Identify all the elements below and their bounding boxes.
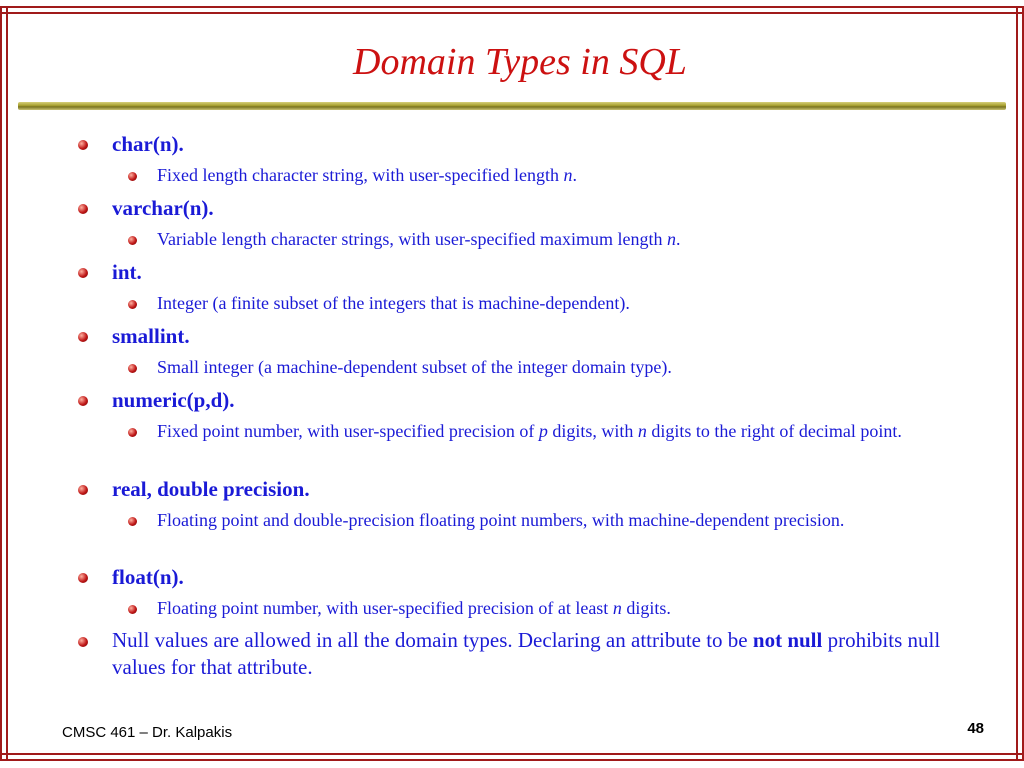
sub-item-char-desc: Fixed length character string, with user-specified length n. xyxy=(157,165,578,185)
sub-bullet-icon xyxy=(128,428,137,437)
page-number: 48 xyxy=(967,720,984,737)
title-underline xyxy=(18,102,1006,110)
sub-item-smallint-desc: Small integer (a machine-dependent subset of the integer domain type). xyxy=(157,357,672,377)
bullet-icon xyxy=(78,485,88,495)
sub-bullet-icon xyxy=(128,517,137,526)
bullet-icon xyxy=(78,268,88,278)
slide-border-bottom xyxy=(0,753,1024,761)
footer-course-author: CMSC 461 – Dr. Kalpakis xyxy=(62,724,233,741)
bullet-item-char: char(n). xyxy=(112,132,184,156)
bullet-icon xyxy=(78,204,88,214)
bullet-item-int: int. xyxy=(112,260,142,284)
bullet-item-varchar: varchar(n). xyxy=(112,196,214,220)
bullet-icon xyxy=(78,332,88,342)
sub-item-numeric-desc: Fixed point number, with user-specified precision of p digits, with n digits to the right of decimal point. xyxy=(157,421,902,441)
slide-title: Domain Types in SQL xyxy=(353,41,687,83)
sub-item-int-desc: Integer (a finite subset of the integers that is machine-dependent). xyxy=(157,293,630,313)
sub-item-real-desc: Floating point and double-precision floating point numbers, with machine-dependent precision. xyxy=(157,510,845,530)
sub-bullet-icon xyxy=(128,236,137,245)
bullet-item-real-double: real, double precision. xyxy=(112,477,310,501)
slide-border-right xyxy=(1016,6,1024,761)
bullet-icon xyxy=(78,140,88,150)
sub-bullet-icon xyxy=(128,605,137,614)
slide-border-left xyxy=(0,6,8,761)
sub-bullet-icon xyxy=(128,172,137,181)
slide-border-top xyxy=(0,6,1024,14)
sub-item-float-desc: Floating point number, with user-specified precision of at least n digits. xyxy=(157,598,671,618)
bullet-icon xyxy=(78,573,88,583)
sub-bullet-icon xyxy=(128,300,137,309)
sub-bullet-icon xyxy=(128,364,137,373)
bullet-item-float: float(n). xyxy=(112,565,184,589)
bullet-item-numeric: numeric(p,d). xyxy=(112,388,235,412)
sub-item-varchar-desc: Variable length character strings, with user-specified maximum length n. xyxy=(157,229,681,249)
bullet-item-smallint: smallint. xyxy=(112,324,190,348)
bullet-icon xyxy=(78,396,88,406)
bullet-item-null-values: Null values are allowed in all the domain types. Declaring an attribute to be not null prohibits null values for that attribute. xyxy=(112,628,941,679)
bullet-icon xyxy=(78,637,88,647)
